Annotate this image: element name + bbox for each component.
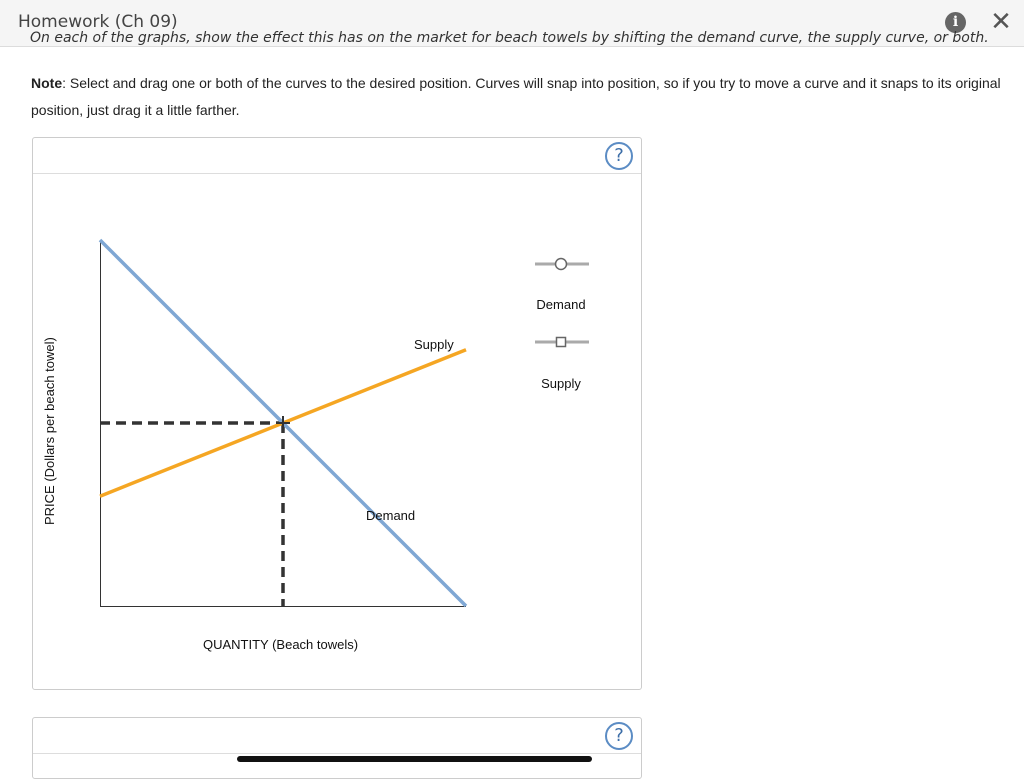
note-body: : Select and drag one or both of the curves to the desired position. Curves will snap into position, so if you try to move a curve and it snaps to its original position, just drag it a little farther. [31,75,1001,118]
help-icon[interactable]: ? [605,142,633,170]
legend-demand-label: Demand [536,297,586,312]
second-graph-toolbar [33,718,641,754]
circle-marker-icon [556,259,567,270]
legend-supply-tool[interactable] [535,338,589,347]
supply-curve-label: Supply [414,337,454,352]
page-title: Homework (Ch 09) [18,12,178,32]
y-axis-label: PRICE (Dollars per beach towel) [42,337,57,525]
instruction-text-partial: On each of the graphs, show the effect this has on the market for beach towels by shifting the demand curve, the supply curve, or both. [30,30,989,46]
help-icon-2[interactable]: ? [605,722,633,750]
square-marker-icon [557,338,566,347]
demand-curve-label: Demand [366,508,416,523]
close-icon[interactable]: ✕ [990,7,1012,37]
info-icon[interactable]: i [945,12,966,33]
x-axis-label: QUANTITY (Beach towels) [203,637,359,652]
legend-supply-label: Supply [541,376,581,391]
legend-demand-tool[interactable] [535,259,589,270]
home-indicator [237,756,592,762]
note-label: Note [31,75,63,91]
